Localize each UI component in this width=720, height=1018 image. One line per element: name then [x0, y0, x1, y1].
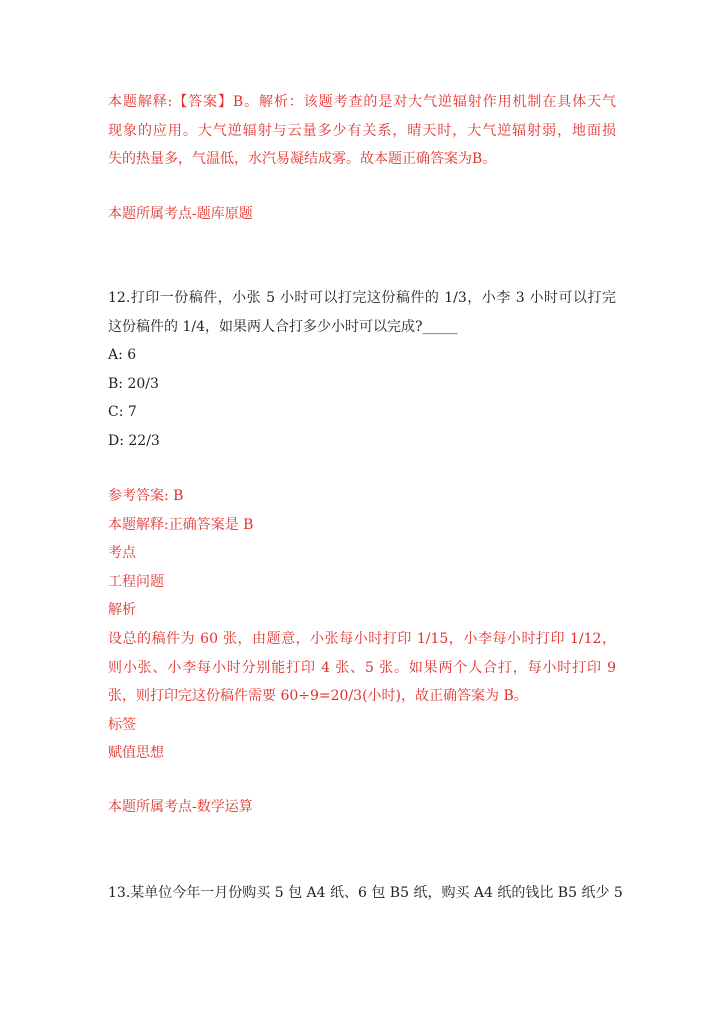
q12-option-a: A: 6 — [108, 347, 137, 364]
prev-explanation-line-1: 本题解释:【答案】B。解析：该题考查的是对大气逆辐射作用机制在具体天气 — [108, 94, 616, 110]
q12-option-c: C: 7 — [108, 404, 137, 421]
q12-biaoqian: 赋值思想 — [108, 745, 164, 762]
q12-jiexi-line-1: 设总的稿件为 60 张，由题意，小张每小时打印 1/15，小李每小时打印 1/12， — [108, 630, 616, 647]
question-13 — [108, 879, 623, 908]
q12-option-d: D: 22/3 — [108, 432, 160, 449]
q12-biaoqian-label: 标签 — [108, 716, 136, 733]
q12-jiexi-label: 解析 — [108, 602, 136, 619]
q12-option-b: B: 20/3 — [108, 375, 159, 392]
question-12 — [108, 284, 616, 456]
q13-stem-line-1: 13.某单位今年一月份购买 5 包 A4 纸、6 包 B5 纸，购买 A4 纸的钱比 B5 纸少 5 — [108, 885, 623, 901]
prev-source-text: 本题所属考点-题库原题 — [108, 206, 253, 222]
q12-kaodian: 工程问题 — [108, 573, 164, 590]
prev-source — [108, 200, 616, 229]
q12-kaodian-label: 考点 — [108, 545, 136, 562]
q12-answer-block — [108, 482, 616, 768]
prev-explanation-line-3: 失的热量多，气温低，水汽易凝结成雾。故本题正确答案为B。 — [108, 151, 497, 168]
prev-explanation-line-2: 现象的应用。大气逆辐射与云量多少有关系，晴天时，大气逆辐射弱，地面损 — [108, 122, 616, 139]
q12-jiexi-line-2: 则小张、小李每小时分别能打印 4 张、5 张。如果两个人合打，每小时打印 9 — [108, 659, 616, 676]
q12-source-text: 本题所属考点-数学运算 — [108, 799, 253, 815]
prev-explanation — [108, 88, 616, 174]
q12-explanation: 本题解释:正确答案是 B — [108, 516, 254, 533]
q12-source — [108, 793, 616, 822]
q12-stem-line-2: 这份稿件的 1/4，如果两人合打多少小时可以完成?_____ — [108, 318, 458, 335]
q12-stem-line-1: 12.打印一份稿件，小张 5 小时可以打完这份稿件的 1/3，小李 3 小时可以打完 — [108, 290, 616, 306]
q12-jiexi-line-3: 张，则打印完这份稿件需要 60÷9=20/3(小时)，故正确答案为 B。 — [108, 688, 528, 705]
q12-answer: 参考答案: B — [108, 488, 184, 504]
